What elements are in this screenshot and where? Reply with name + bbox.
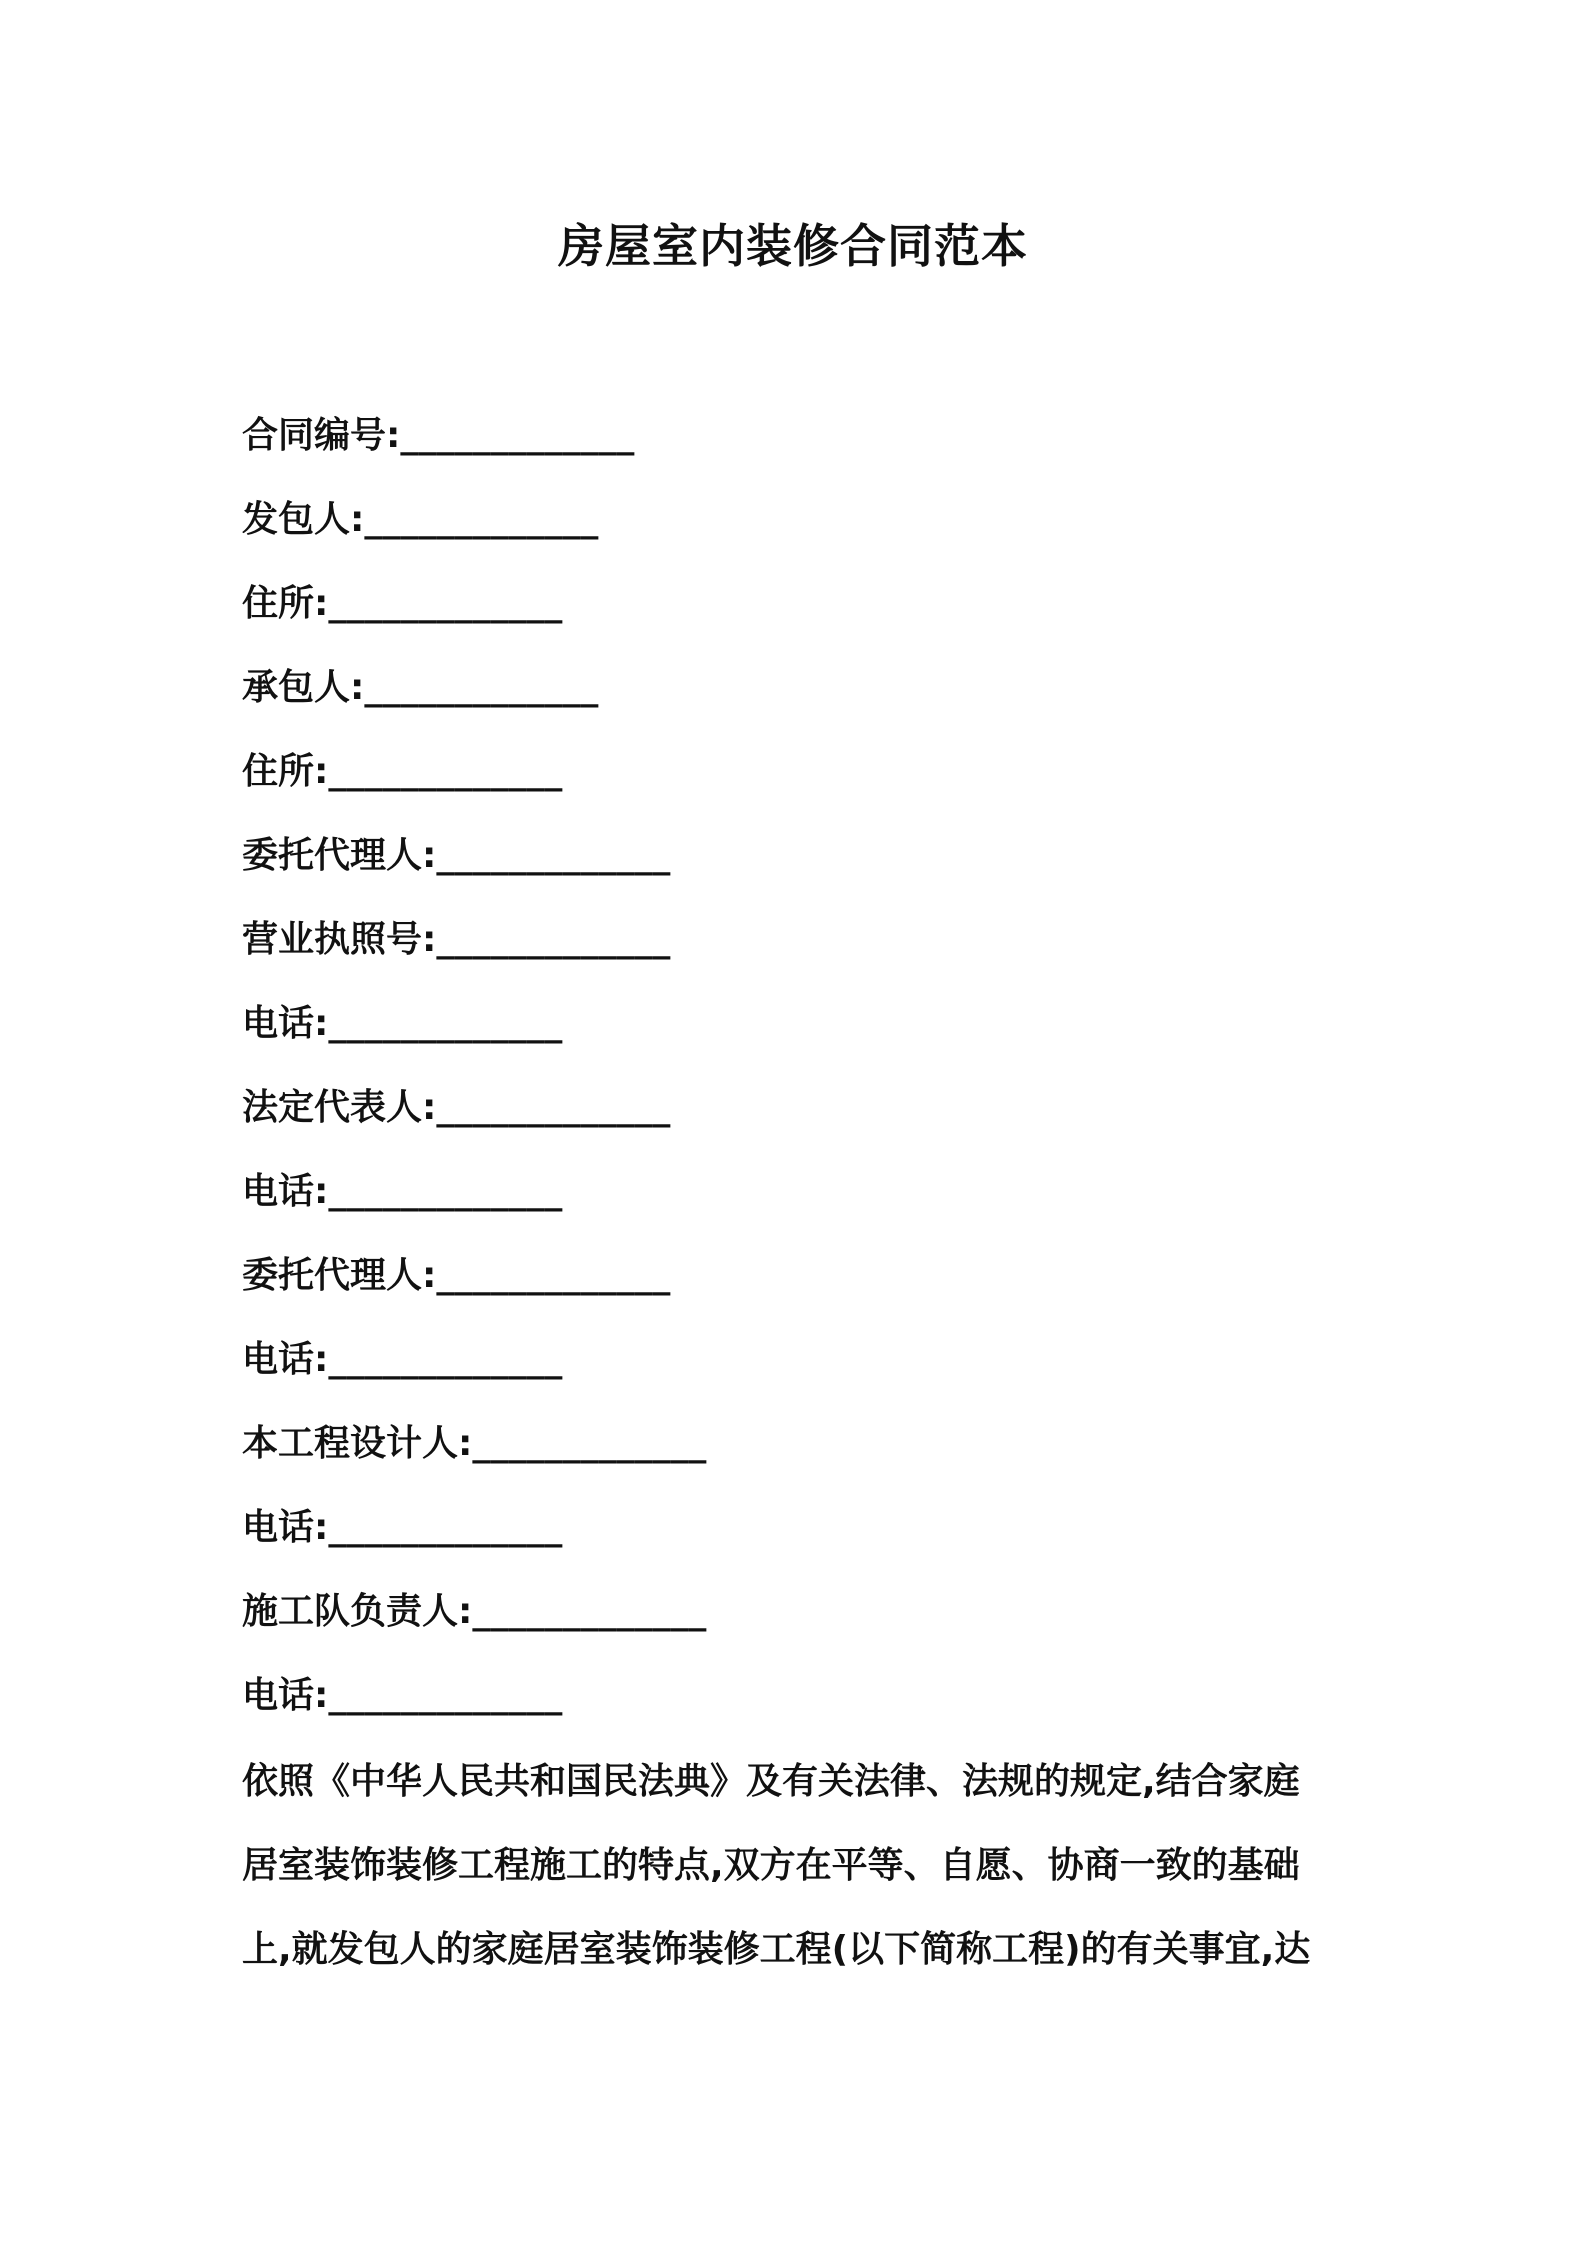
field-contract-number	[242, 404, 1362, 488]
field-blank: _____________	[328, 583, 563, 624]
field-designer	[242, 1412, 1362, 1496]
field-agent	[242, 1244, 1362, 1328]
field-label: 本工程设计人:	[242, 1423, 473, 1464]
field-agent	[242, 824, 1362, 908]
field-label: 电话:	[242, 1675, 329, 1716]
field-legal-representative	[242, 1076, 1362, 1160]
field-blank: _____________	[436, 1087, 671, 1128]
field-label: 电话:	[242, 1339, 329, 1380]
field-label: 法定代表人:	[242, 1087, 437, 1128]
document-title: 房屋室内装修合同范本	[558, 219, 1028, 273]
field-label: 电话:	[242, 1003, 329, 1044]
field-label: 施工队负责人:	[242, 1591, 473, 1632]
field-blank: _____________	[328, 751, 563, 792]
field-employer-address	[242, 572, 1362, 656]
field-phone	[242, 1328, 1362, 1412]
body-line: 居室装饰装修工程施工的特点,双方在平等、自愿、协商一致的基础	[242, 1845, 1300, 1886]
field-phone	[242, 1160, 1362, 1244]
field-business-license	[242, 908, 1362, 992]
field-blank: _____________	[328, 1675, 563, 1716]
field-blank: _____________	[400, 415, 635, 456]
field-label: 电话:	[242, 1171, 329, 1212]
field-blank: _____________	[364, 667, 599, 708]
field-contractor-address	[242, 740, 1362, 824]
field-phone	[242, 992, 1362, 1076]
field-blank: _____________	[328, 1003, 563, 1044]
field-label: 委托代理人:	[242, 835, 437, 876]
field-label: 住所:	[242, 751, 329, 792]
field-contractor	[242, 656, 1362, 740]
field-phone	[242, 1664, 1362, 1748]
field-label: 电话:	[242, 1507, 329, 1548]
field-employer	[242, 488, 1362, 572]
field-blank: _____________	[328, 1171, 563, 1212]
field-label: 住所:	[242, 583, 329, 624]
field-label: 合同编号:	[242, 415, 401, 456]
field-label: 委托代理人:	[242, 1255, 437, 1296]
field-blank: _____________	[436, 835, 671, 876]
field-blank: _____________	[436, 919, 671, 960]
body-line: 依照《中华人民共和国民法典》及有关法律、法规的规定,结合家庭	[242, 1761, 1300, 1802]
body-paragraph	[242, 1740, 1348, 1992]
field-blank: _____________	[472, 1423, 707, 1464]
field-label: 发包人:	[242, 499, 365, 540]
field-blank: _____________	[472, 1591, 707, 1632]
field-label: 营业执照号:	[242, 919, 437, 960]
field-phone	[242, 1496, 1362, 1580]
field-blank: _____________	[364, 499, 599, 540]
body-line: 上,就发包人的家庭居室装饰装修工程(以下简称工程)的有关事宜,达	[242, 1929, 1311, 1970]
field-construction-leader	[242, 1580, 1362, 1664]
field-blank: _____________	[328, 1339, 563, 1380]
field-blank: _____________	[436, 1255, 671, 1296]
field-label: 承包人:	[242, 667, 365, 708]
contract-fields	[242, 404, 1362, 1748]
field-blank: _____________	[328, 1507, 563, 1548]
